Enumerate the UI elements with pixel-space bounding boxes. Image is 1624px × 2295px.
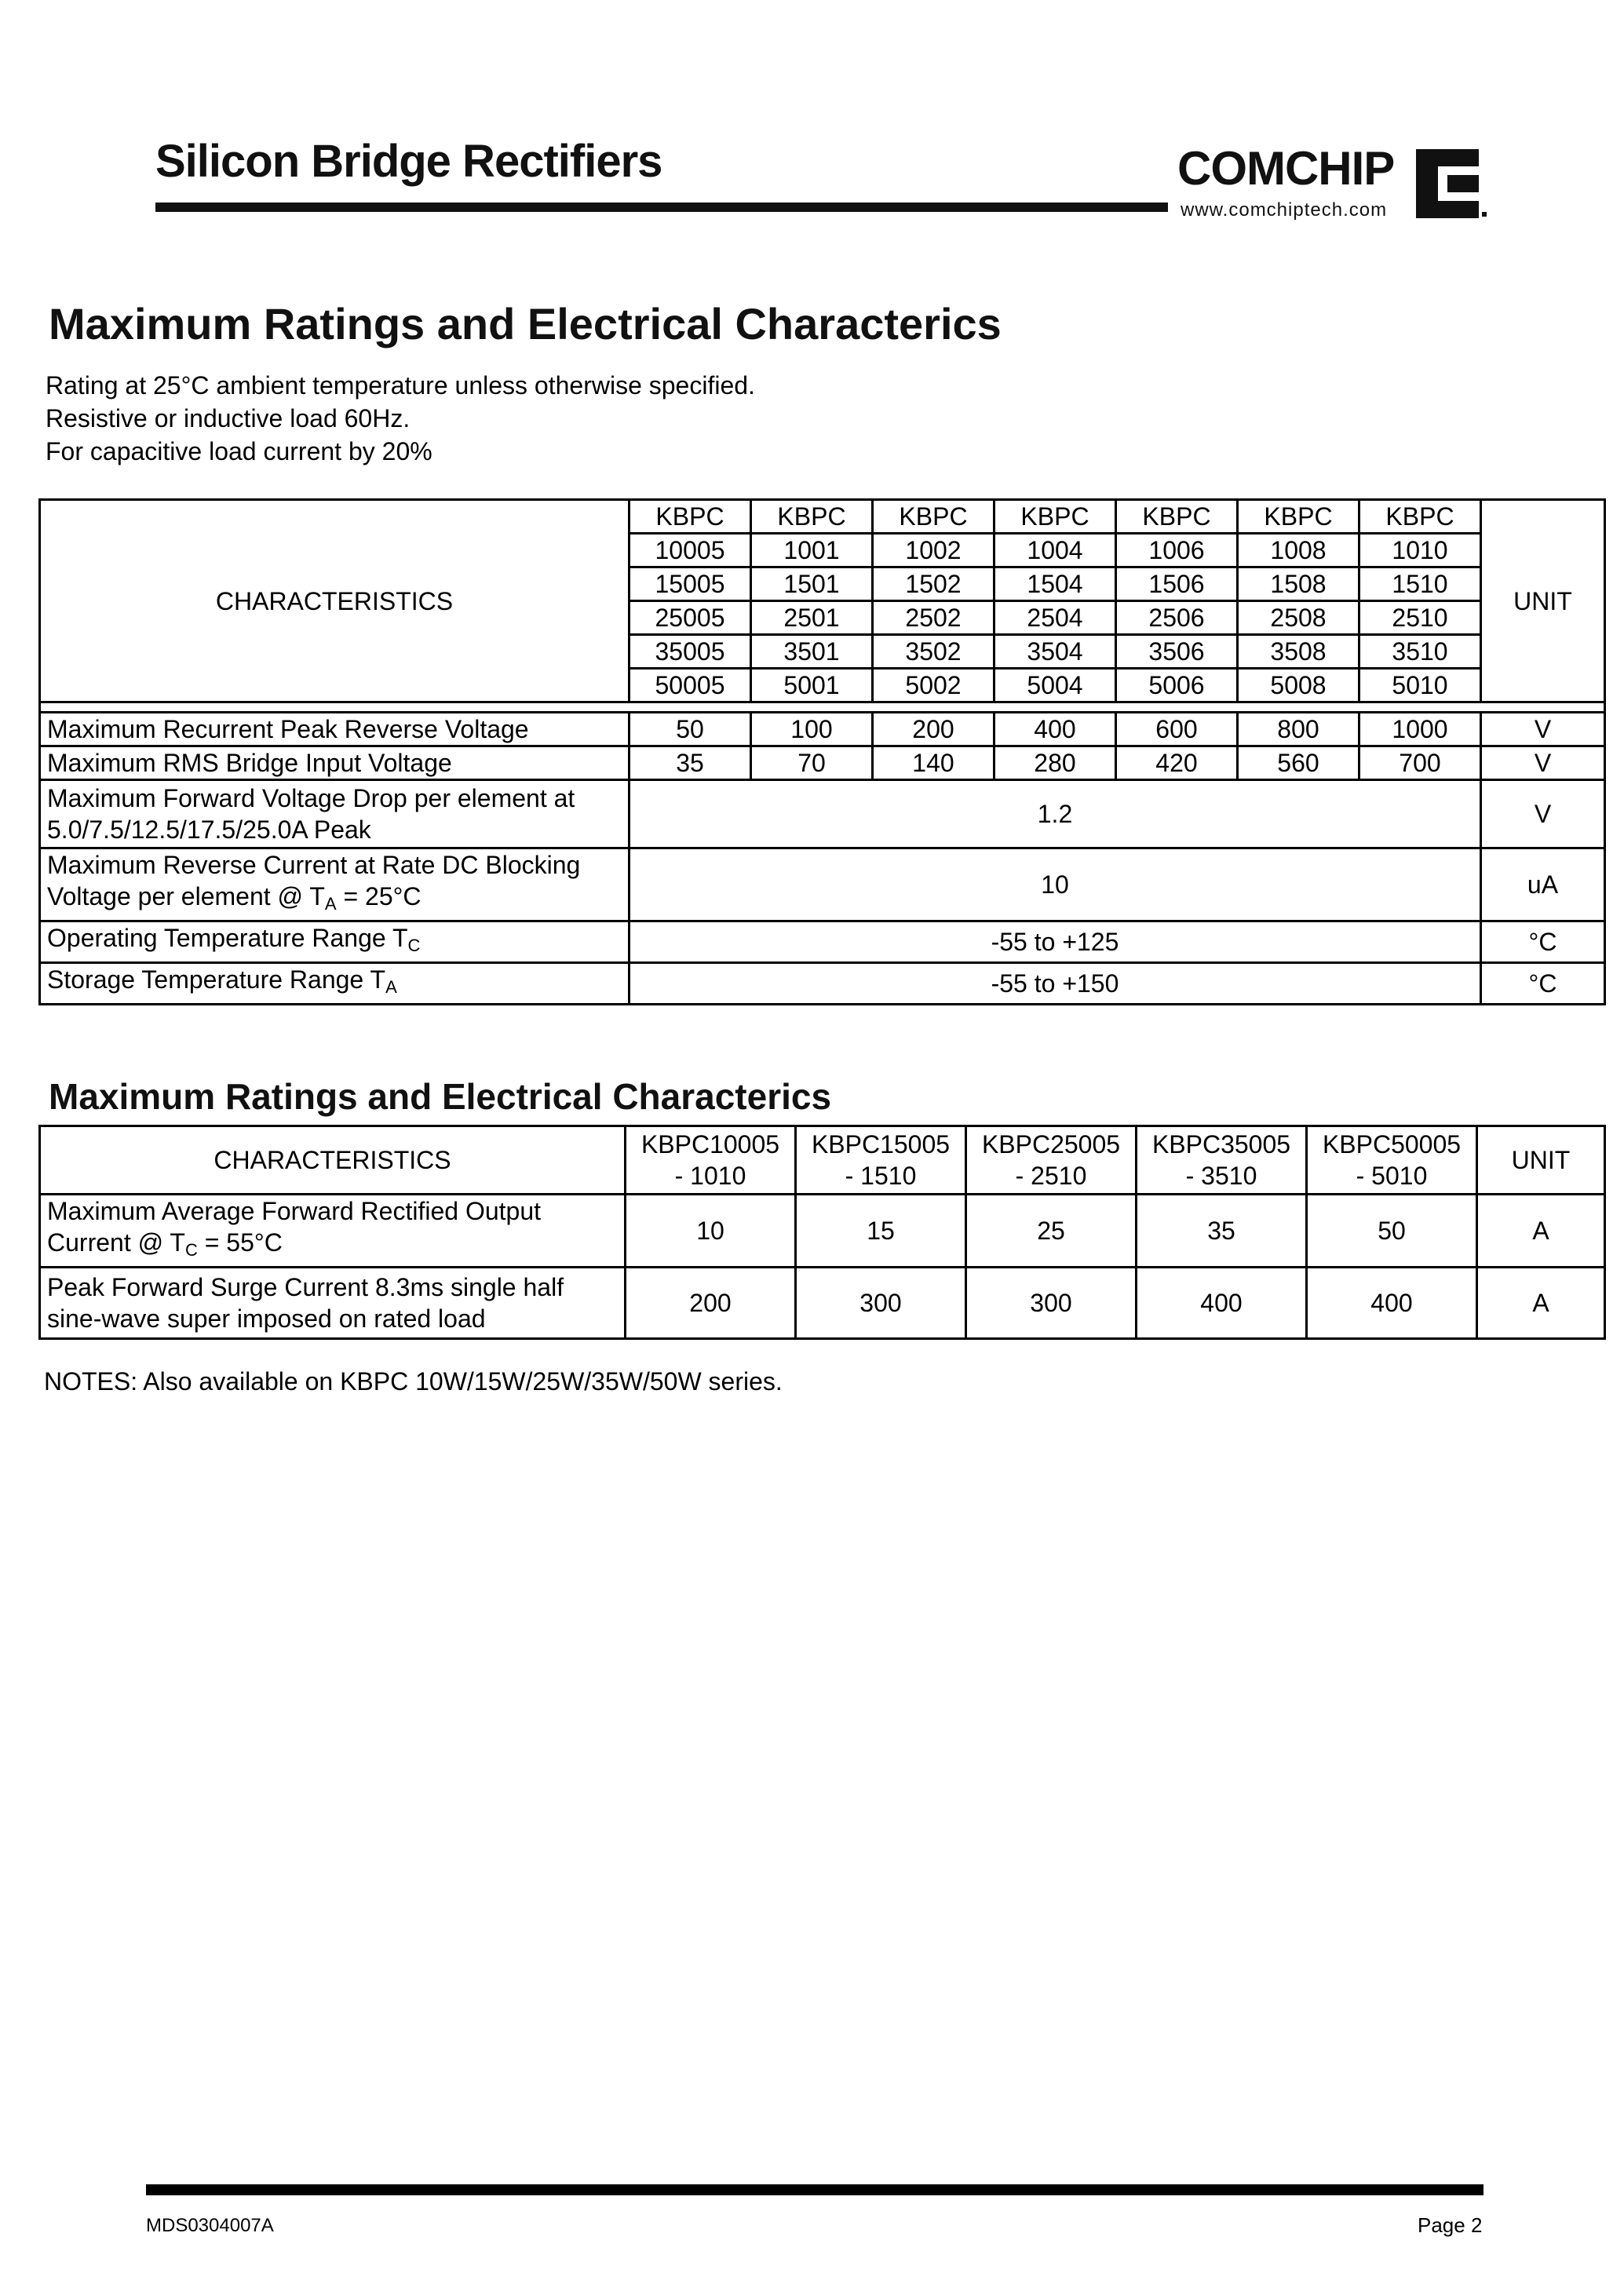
- model-cell: 5001: [751, 669, 873, 702]
- value-cell: 300: [966, 1268, 1137, 1339]
- table-row: [40, 1195, 1605, 1268]
- model-column-header: [626, 1126, 796, 1195]
- value-cell: 600: [1116, 713, 1238, 746]
- model-cell: 15005: [630, 567, 751, 601]
- model-cell: 10005: [630, 534, 751, 567]
- model-cell: 1004: [994, 534, 1116, 567]
- value-cell: 200: [873, 713, 994, 746]
- unit-cell: V: [1481, 780, 1605, 848]
- table-row: [40, 963, 1605, 1005]
- value-cell: 50: [630, 713, 751, 746]
- value-cell: 1.2: [630, 780, 1481, 848]
- table-row: [40, 713, 1605, 746]
- model-line: - 2510: [1015, 1162, 1087, 1190]
- model-cell: 2501: [751, 601, 873, 635]
- rating-note: Resistive or inductive load 60Hz.: [46, 404, 411, 432]
- model-line: - 5010: [1356, 1162, 1428, 1190]
- logo-url: www.comchiptech.com: [1181, 199, 1388, 221]
- footer-rule: [146, 2184, 1483, 2195]
- logo-mark-icon: [1416, 149, 1487, 218]
- unit-header: UNIT: [1481, 500, 1605, 702]
- model-column-header: [796, 1126, 966, 1195]
- model-cell: 3502: [873, 635, 994, 669]
- row-label-line: Maximum Average Forward Rectified Output: [47, 1197, 541, 1225]
- row-label: Maximum Recurrent Peak Reverse Voltage: [40, 713, 630, 746]
- model-cell: 1010: [1359, 534, 1481, 567]
- model-line: - 1510: [845, 1162, 917, 1190]
- row-label-line: Maximum Reverse Current at Rate DC Blocking: [47, 851, 581, 879]
- section2-title: Maximum Ratings and Electrical Characterics: [49, 1076, 832, 1117]
- unit-cell: A: [1477, 1195, 1605, 1268]
- section1-title: Maximum Ratings and Electrical Characterics: [49, 299, 1002, 348]
- model-cell: KBPC: [751, 500, 873, 534]
- row-label: [40, 848, 630, 921]
- table-spacer: [40, 702, 1605, 713]
- rating-notes: [46, 369, 755, 468]
- model-cell: 1001: [751, 534, 873, 567]
- model-cell: 1506: [1116, 567, 1238, 601]
- label-subscript: C: [184, 1240, 198, 1260]
- model-cell: 2504: [994, 601, 1116, 635]
- model-cell: 35005: [630, 635, 751, 669]
- model-cell: 3510: [1359, 635, 1481, 669]
- table-row: [40, 780, 1605, 848]
- row-label-line: 5.0/7.5/12.5/17.5/25.0A Peak: [47, 815, 371, 844]
- page-number: Page 2: [1418, 2213, 1483, 2237]
- model-cell: 5002: [873, 669, 994, 702]
- value-cell: 70: [751, 746, 873, 780]
- company-logo: [1177, 141, 1507, 228]
- value-cell: 560: [1238, 746, 1359, 780]
- model-cell: 2506: [1116, 601, 1238, 635]
- model-cell: 1501: [751, 567, 873, 601]
- value-cell: 50: [1307, 1195, 1477, 1268]
- unit-header: UNIT: [1477, 1126, 1605, 1195]
- series-notes: NOTES: Also available on KBPC 10W/15W/25W/35W/50W series.: [44, 1367, 783, 1396]
- label-text: Storage Temperature Range T: [47, 965, 386, 994]
- rating-note: Rating at 25°C ambient temperature unless otherwise specified.: [46, 371, 755, 400]
- value-cell: 10: [626, 1195, 796, 1268]
- value-cell: 300: [796, 1268, 966, 1339]
- model-cell: 1006: [1116, 534, 1238, 567]
- table-row: [40, 1268, 1605, 1339]
- label-subscript: C: [407, 936, 421, 955]
- value-cell: 400: [994, 713, 1116, 746]
- table-row: [40, 921, 1605, 963]
- model-cell: 1510: [1359, 567, 1481, 601]
- ratings-table-2: [38, 1125, 1606, 1340]
- model-cell: 3506: [1116, 635, 1238, 669]
- model-cell: 5006: [1116, 669, 1238, 702]
- value-cell: -55 to +150: [630, 963, 1481, 1005]
- row-label-line: Peak Forward Surge Current 8.3ms single half: [47, 1273, 564, 1301]
- value-cell: 10: [630, 848, 1481, 921]
- value-cell: 140: [873, 746, 994, 780]
- model-line: KBPC10005: [640, 1130, 780, 1158]
- model-cell: KBPC: [873, 500, 994, 534]
- model-column-header: [966, 1126, 1137, 1195]
- row-label: [40, 921, 630, 963]
- table-row: [40, 848, 1605, 921]
- model-line: - 3510: [1185, 1162, 1257, 1190]
- value-cell: 1000: [1359, 713, 1481, 746]
- model-cell: 3508: [1238, 635, 1359, 669]
- value-cell: 400: [1137, 1268, 1307, 1339]
- model-cell: 1008: [1238, 534, 1359, 567]
- unit-cell: °C: [1481, 963, 1605, 1005]
- row-label: [40, 1268, 626, 1339]
- ratings-table-1: [38, 498, 1606, 1005]
- model-line: KBPC25005: [981, 1130, 1121, 1158]
- model-cell: 50005: [630, 669, 751, 702]
- characteristics-header: CHARACTERISTICS: [40, 1126, 626, 1195]
- label-text: = 55°C: [197, 1228, 283, 1257]
- model-line: KBPC15005: [811, 1130, 951, 1158]
- header-rule: [155, 202, 1168, 212]
- row-label: [40, 963, 630, 1005]
- value-cell: 25: [966, 1195, 1137, 1268]
- model-cell: 3501: [751, 635, 873, 669]
- model-line: KBPC35005: [1151, 1130, 1291, 1158]
- value-cell: 35: [630, 746, 751, 780]
- model-column-header: [1137, 1126, 1307, 1195]
- label-text: Voltage per element @ T: [47, 882, 325, 910]
- row-label-line: Maximum Forward Voltage Drop per element at: [47, 784, 575, 812]
- model-cell: 25005: [630, 601, 751, 635]
- model-cell: KBPC: [994, 500, 1116, 534]
- model-cell: 2508: [1238, 601, 1359, 635]
- logo-text: COMCHIP: [1177, 142, 1395, 195]
- row-label: [40, 780, 630, 848]
- unit-cell: V: [1481, 713, 1605, 746]
- model-cell: KBPC: [1238, 500, 1359, 534]
- model-line: - 1010: [674, 1162, 746, 1190]
- row-label: [40, 1195, 626, 1268]
- label-subscript: A: [324, 894, 337, 914]
- model-column-header: [1307, 1126, 1477, 1195]
- label-text: Current @ T: [47, 1228, 185, 1257]
- model-cell: 3504: [994, 635, 1116, 669]
- model-cell: KBPC: [1116, 500, 1238, 534]
- unit-cell: A: [1477, 1268, 1605, 1339]
- model-cell: 1504: [994, 567, 1116, 601]
- table-row: [40, 746, 1605, 780]
- unit-cell: V: [1481, 746, 1605, 780]
- value-cell: 35: [1137, 1195, 1307, 1268]
- unit-cell: uA: [1481, 848, 1605, 921]
- value-cell: -55 to +125: [630, 921, 1481, 963]
- header-title: Silicon Bridge Rectifiers: [155, 136, 662, 187]
- row-label: Maximum RMS Bridge Input Voltage: [40, 746, 630, 780]
- rating-note: For capacitive load current by 20%: [46, 437, 432, 465]
- value-cell: 400: [1307, 1268, 1477, 1339]
- model-cell: 1002: [873, 534, 994, 567]
- model-cell: 1508: [1238, 567, 1359, 601]
- row-label-line: sine-wave super imposed on rated load: [47, 1304, 486, 1333]
- value-cell: 280: [994, 746, 1116, 780]
- model-cell: 5010: [1359, 669, 1481, 702]
- model-line: KBPC50005: [1322, 1130, 1462, 1158]
- model-cell: KBPC: [1359, 500, 1481, 534]
- label-text: = 25°C: [336, 882, 422, 910]
- value-cell: 700: [1359, 746, 1481, 780]
- value-cell: 800: [1238, 713, 1359, 746]
- value-cell: 100: [751, 713, 873, 746]
- unit-cell: °C: [1481, 921, 1605, 963]
- value-cell: 15: [796, 1195, 966, 1268]
- characteristics-header: CHARACTERISTICS: [40, 500, 630, 702]
- model-cell: 5008: [1238, 669, 1359, 702]
- value-cell: 200: [626, 1268, 796, 1339]
- model-cell: 1502: [873, 567, 994, 601]
- value-cell: 420: [1116, 746, 1238, 780]
- label-subscript: A: [385, 977, 397, 997]
- row-label-line: [47, 881, 628, 920]
- model-cell: 2510: [1359, 601, 1481, 635]
- document-number: MDS0304007A: [146, 2215, 274, 2236]
- row-label-line: [47, 1227, 624, 1266]
- model-cell: 2502: [873, 601, 994, 635]
- model-cell: KBPC: [630, 500, 751, 534]
- label-text: Operating Temperature Range T: [47, 924, 408, 952]
- model-cell: 5004: [994, 669, 1116, 702]
